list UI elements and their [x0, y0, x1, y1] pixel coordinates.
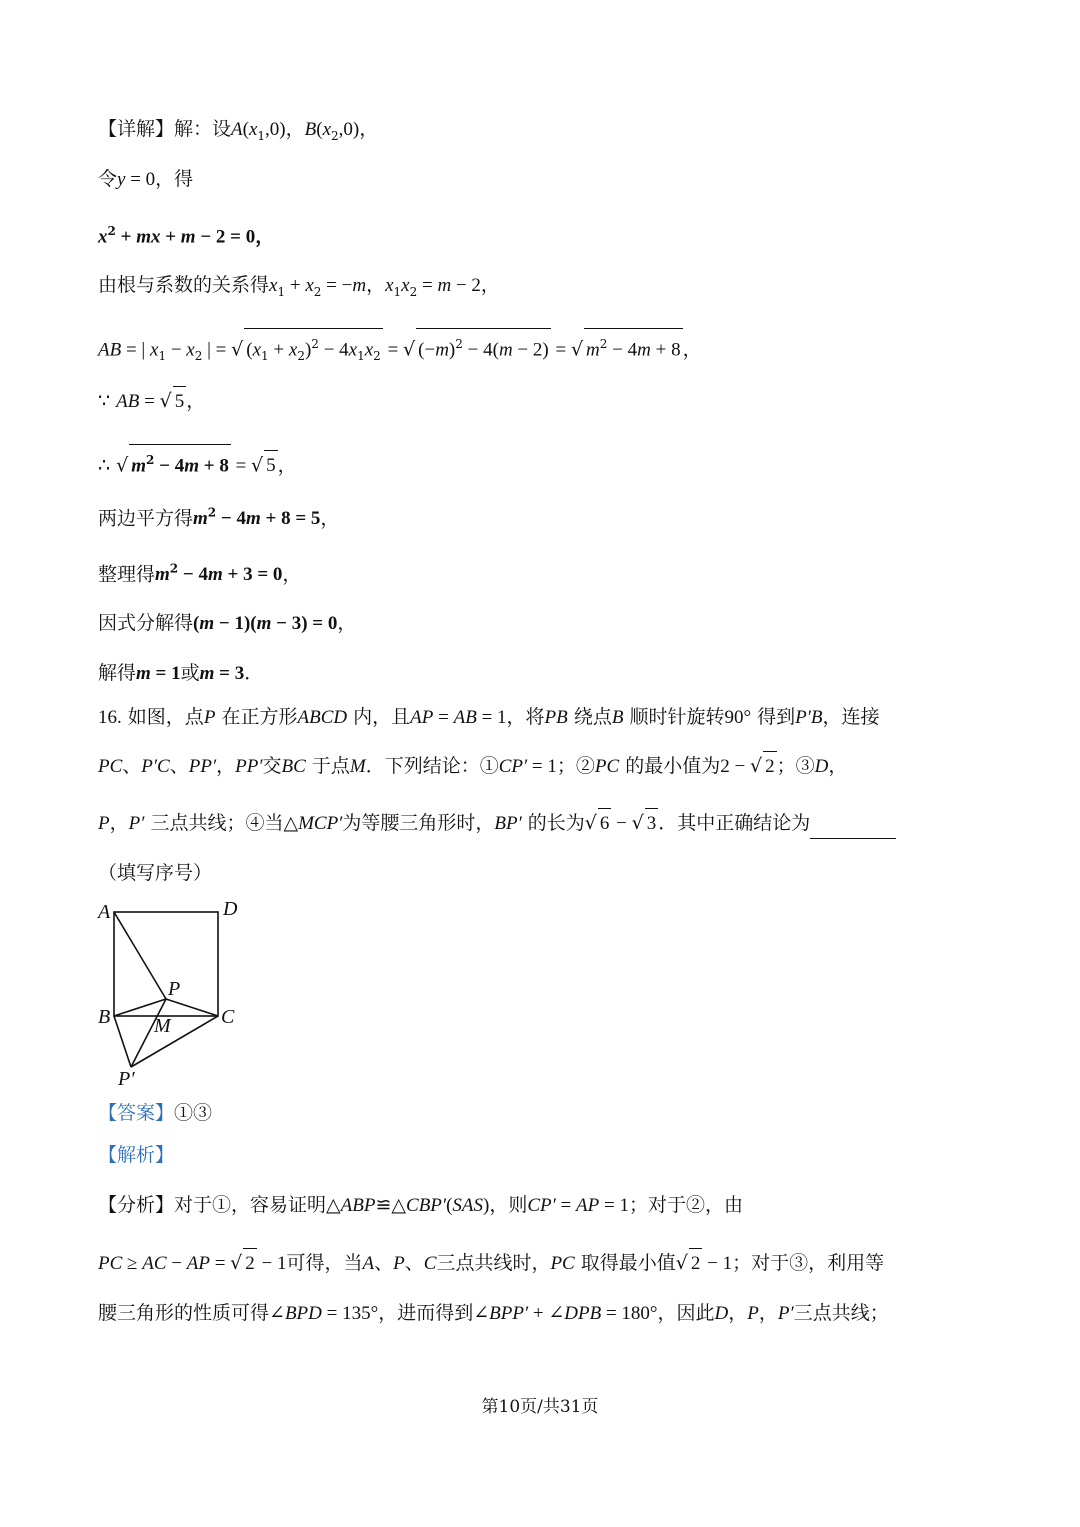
solution-line-11: 解得m = 1或m = 3．: [98, 662, 264, 684]
answer-value: ①③: [174, 1102, 213, 1124]
answer-line: [98, 1098, 212, 1128]
problem-16-line-1: 16. 如图，点P 在正方形ABCD 内，且AP = AB = 1，将PB 绕点B 顺时针旋转90° 得到P′B，连接: [98, 706, 880, 728]
solution-line-4: 由根与系数的关系得$x_1 + x_2 = -m$，$x_1x_2 = m - 2$，: [98, 274, 500, 299]
solution-line-10: 因式分解得(m − 1)(m − 3) = 0，: [98, 612, 357, 634]
segment-bp-prime: [114, 1016, 131, 1067]
solution-line-3: $x^2$ + mx + m − 2 = 0，: [98, 224, 275, 248]
label-d: D: [223, 898, 238, 920]
label-p: P: [168, 978, 181, 1000]
solution-heading: 【详解】: [98, 118, 175, 140]
solution-line-2: 令y = 0，得: [98, 168, 194, 190]
answer-blank: [810, 818, 896, 839]
solution-line-6: ∵ AB = √ 5 ，: [98, 386, 205, 417]
problem-16-line-3: P，P′ 三点共线；④当△MCP′为等腰三角形时，BP′ 的长为√ 6 − √ 3 ．其中正确结论为: [98, 808, 896, 839]
segment-pc: [166, 999, 218, 1016]
page-footer: 第10页/共31页: [481, 1397, 599, 1417]
label-m: M: [154, 1015, 171, 1037]
problem-number: 16.: [98, 707, 122, 728]
analysis-label: 【解析】: [98, 1144, 175, 1166]
solution-line-7: ∴ √ $m^2 - 4m + 8$ = √ 5 ，: [98, 444, 297, 481]
solution-line-8: 两边平方得$m^2 - 4m + 8 = 5$，: [98, 506, 340, 530]
solution-line-9: 整理得$m^2 - 4m + 3 = 0$，: [98, 562, 302, 586]
solution-line-5: AB = | $x_1 - x_2$ | = √ $(x_1 + x_2)^2 - 4x_1x_2$ = √ $(-m)^2 - 4(m - 2)$ = √ $m^2 - 4m + 8$ ，: [98, 328, 702, 371]
analysis-line-3: 腰三角形的性质可得∠BPD = 135°，进而得到∠BPP′ + ∠DPB = 180°，因此D，P，P′三点共线；: [98, 1302, 889, 1324]
solution-line-1: 【详解】解：设$A(x_1,0)$，$B(x_2,0)$，: [98, 118, 379, 143]
problem-16-line-4: [98, 858, 212, 888]
label-b: B: [98, 1006, 111, 1028]
analysis-line-1: 【分析】对于①，容易证明△ABP≌△CBP′(SAS)，则CP′ = AP = 1；对于②，由: [98, 1194, 743, 1216]
problem-16-line-2: PC、P′C、PP′，PP′交BC 于点M．下列结论：①CP′ = 1；②PC 的最小值为2 − √ 2 ；③D，: [98, 751, 847, 782]
label-c: C: [221, 1006, 235, 1028]
analysis-line-2: PC ≥ AC − AP = √ 2 − 1可得，当A、P、C三点共线时，PC 取得最小值√ 2 − 1；对于③，利用等: [98, 1248, 884, 1279]
label-p-prime: P′: [118, 1068, 135, 1090]
answer-label: 【答案】: [98, 1102, 175, 1124]
label-a: A: [98, 901, 111, 923]
geometry-figure: [92, 895, 252, 1095]
fill-hint: （填写序号）: [98, 862, 213, 884]
segment-ap: [114, 912, 166, 999]
